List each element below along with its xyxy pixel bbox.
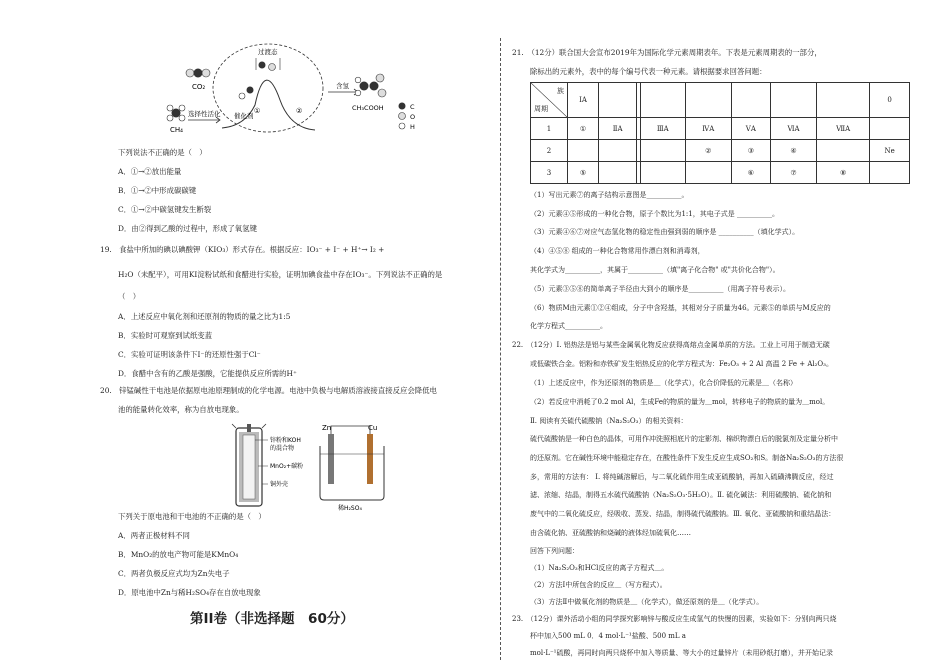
- table-cell: 2: [531, 140, 568, 162]
- q22-question-1: （1）Na₂S₂O₃和HCl反应的离子方程式＿。: [530, 564, 669, 572]
- table-cell: ⅥA: [770, 118, 816, 140]
- q22-question-3: （3）方法Ⅱ中做氧化剂的物质是＿（化学式），做还原剂的是＿（化学式）。: [530, 598, 764, 606]
- arrow-label: 含氢: [336, 82, 349, 90]
- koh-label: 锌粉和KOH: [270, 437, 301, 444]
- group-header: 0: [870, 83, 910, 118]
- table-cell: [599, 140, 637, 162]
- koh-label-2: 的混合物: [270, 445, 295, 452]
- battery-figure: [230, 420, 390, 512]
- q19-line3: （ ）: [118, 292, 141, 301]
- q22-reading-6: 由含硫化钠、亚硫酸钠和烧碱的液体经加硫氧化……: [530, 529, 691, 537]
- group-header: [817, 83, 870, 118]
- table-cell: ⅢA: [640, 118, 685, 140]
- header-group: 族: [557, 87, 564, 95]
- group-header: [731, 83, 770, 118]
- right-column: [500, 0, 950, 672]
- header-period: 周期: [534, 105, 548, 113]
- q19-option-b[interactable]: B．实验时可观察到试纸变蓝: [118, 331, 213, 340]
- section-title: 第II卷（非选择题 60分）: [190, 611, 354, 627]
- table-cell: ⅤA: [731, 118, 770, 140]
- q22-reading-3: 多，常用的方法有： Ⅰ. 将纯碱溶解后，与二氧化硫作用生成亚硫酸钠，再加入硫磺沸腾反应，经过: [530, 473, 834, 481]
- q21-part1: （1）写出元素⑦的离子结构示意图是__________。: [530, 191, 689, 199]
- q23-line2: 杯中加入500 mL 0．4 mol·L⁻¹盐酸、500 mL a: [530, 632, 686, 640]
- step2-label: ②: [296, 107, 303, 115]
- group-header: ⅠA: [568, 83, 599, 118]
- q20-line2: 池的能量转化效率，称为自放电现象。: [118, 405, 244, 414]
- table-cell: [640, 140, 685, 162]
- table-cell: [599, 162, 637, 184]
- group-header: [640, 83, 685, 118]
- q20-option-d[interactable]: D．原电池中Zn与稀H₂SO₄存在自放电现象: [118, 588, 261, 597]
- table-row: [531, 118, 910, 140]
- table-cell: ⅣA: [685, 118, 731, 140]
- table-cell: ⑧: [817, 162, 870, 184]
- table-row: [531, 162, 910, 184]
- cu-label: Cu: [368, 424, 378, 432]
- q22-reading-4: 滤、浓缩、结晶，制得五水硫代硫酸钠（Na₂S₂O₃·5H₂O）。Ⅱ. 硫化碱法：利用硫酸钠、硫化钠和: [530, 491, 832, 499]
- q22-question-2: （2）方法Ⅰ中所包含的反应＿（写方程式）。: [530, 581, 667, 589]
- group-header: [770, 83, 816, 118]
- q22-reading-5: 废气中的二氧化硫反应，经吸收、蒸发、结晶，制得硫代硫酸钠。Ⅲ. 氧化、亚硫酸钠和重结晶法：: [530, 510, 836, 518]
- q22-line1: 22. （12分）Ⅰ. 铝热法是铝与某些金属氧化物反应获得高熔点金属单质的方法。工业上可用于制造无碳: [512, 341, 830, 349]
- mno2-label: MnO₂+碳粉: [270, 463, 304, 470]
- table-cell: [640, 162, 685, 184]
- table-cell: [870, 118, 910, 140]
- table-cell: [870, 162, 910, 184]
- table-cell: [817, 140, 870, 162]
- q20-stem: 下列关于原电池和干电池的不正确的是（ ）: [118, 512, 266, 521]
- q21-part3: （3）元素④⑥⑦对应气态氢化物的稳定性由强到弱的顺序是 __________（填化学式）。: [530, 228, 800, 236]
- table-cell: Ne: [870, 140, 910, 162]
- q21-line1: 21. （12分）联合国大会宣布2019年为国际化学元素周期表年。下表是元素周期表的一部分，: [512, 48, 822, 57]
- table-cell: ②: [685, 140, 731, 162]
- legend-o: O: [410, 113, 416, 121]
- table-row: [531, 140, 910, 162]
- transition-state-label: 过渡态: [258, 48, 278, 56]
- q19-line2: H₂O（未配平），可用KI淀粉试纸和食醋进行实验，证明加碘食盐中存在IO₃⁻。下列说法不正确的是: [118, 270, 443, 279]
- zn-label: Zn: [322, 424, 332, 432]
- q22-line2: 或低碳铁合金。铝粉和赤铁矿发生铝热反应的化学方程式为：Fe₂O₃ + 2 Al 高温 2 Fe + Al₂O₃。: [530, 360, 833, 368]
- q19-option-a[interactable]: A．上述反应中氧化剂和还原剂的物质的量之比为1:5: [118, 312, 291, 321]
- group-header: [599, 83, 637, 118]
- q18-option-a[interactable]: A．①→②放出能量: [118, 167, 182, 176]
- q21-part4: （4）④⑤⑧ 组成的一种化合物常用作漂白剂和消毒剂，: [530, 247, 705, 255]
- q20-option-c[interactable]: C．两者负极反应式均为Zn失电子: [118, 569, 230, 578]
- q23-line1: 23. （12分）课外活动小组的同学探究影响锌与酸反应生成氢气的快慢的因素，实验如下：分别向两只烧: [512, 615, 837, 623]
- q21-line2: 除标出的元素外，表中的每个编号代表一种元素。请根据要求回答问题：: [530, 67, 767, 76]
- periodic-table: [530, 82, 910, 184]
- table-cell: ⑥: [731, 162, 770, 184]
- q20-option-b[interactable]: B．MnO₂的放电产物可能是KMnO₄: [118, 550, 239, 559]
- q18-option-b[interactable]: B．①→②中形成碳碳键: [118, 186, 197, 195]
- table-cell: ⅡA: [599, 118, 637, 140]
- q22-reading-2: 的还原剂。它在碱性环境中能稳定存在，在酸性条件下发生反应生成SO₂和S。制备Na₂S₂O₃的方法很: [530, 454, 844, 462]
- q22-part2: （2）若反应中消耗了0.2 mol Al，生成Fe的物质的量为＿mol，转移电子的物质的量为＿mol。: [530, 398, 830, 406]
- case-label: 铜外壳: [270, 481, 289, 488]
- reaction-mechanism-figure: [150, 40, 430, 140]
- q21-part5: （5）元素③⑤⑧的简单离子半径由大到小的顺序是__________（用离子符号表示）。: [530, 285, 790, 293]
- q18-option-d[interactable]: D．由②得到乙酸的过程中，形成了氧氢键: [118, 224, 257, 233]
- q21-part4b: 其化学式为__________，其属于__________（填"离子化合物" 或"共价化合物"）。: [530, 266, 780, 274]
- step1-label: ①: [254, 107, 261, 115]
- table-cell: ⅦA: [817, 118, 870, 140]
- q19-option-d[interactable]: D．食醋中含有的乙酸是强酸，它能提供反应所需的H⁺: [118, 369, 297, 378]
- q21-part6: （6）物质M由元素①②④组成，分子中含羟基，其相对分子质量为46。元素⑤的单质与M反应的: [530, 304, 831, 312]
- q19-option-c[interactable]: C．实验可证明该条件下I⁻的还原性强于Cl⁻: [118, 350, 261, 359]
- q21-part6b: 化学方程式__________。: [530, 322, 607, 330]
- catalyst-label: 催化剂: [234, 112, 254, 120]
- table-cell: ④: [770, 140, 816, 162]
- legend-h: H: [410, 123, 415, 131]
- product-label: CH₃COOH: [352, 104, 384, 112]
- table-cell: ⑤: [568, 162, 599, 184]
- ch4-label: CH₄: [170, 126, 183, 134]
- activation-label: 选择性活化: [188, 110, 221, 118]
- q22-ask: 回答下列问题：: [530, 547, 579, 555]
- q23-line3: mol·L⁻¹硫酸，再同时向两只烧杯中加入等质量、等大小的过量锌片（未用砂纸打磨），并开始记录: [530, 649, 833, 657]
- q18-option-c[interactable]: C．①→②中碳氢键发生断裂: [118, 205, 212, 214]
- q22-part1: （1）上述反应中，作为还原剂的物质是＿（化学式），化合价降低的元素是＿（名称）: [530, 379, 797, 387]
- q21-part2: （2）元素④⑤形成的一种化合物，原子个数比为1:1，其电子式是 __________。: [530, 210, 779, 218]
- co2-label: CO₂: [192, 83, 206, 91]
- q20-line1: 20. 锌锰碱性干电池是依据原电池原理制成的化学电源。电池中负极与电解质溶液接直接反应会降低电: [100, 386, 437, 395]
- table-cell: 1: [531, 118, 568, 140]
- q18-stem: 下列说法不正确的是（ ）: [118, 148, 207, 157]
- q22-reading-1: 硫代硫酸钠是一种白色的晶体，可用作冲洗照相底片的定影剂、棉织物漂白后的脱氯剂及定量分析中: [530, 435, 838, 443]
- acid-label: 稀H₂SO₄: [338, 505, 362, 512]
- table-cell: 3: [531, 162, 568, 184]
- table-cell: ⑦: [770, 162, 816, 184]
- q22-part3: Ⅱ. 阅读有关硫代硫酸钠（Na₂S₂O₃）的相关资料：: [530, 417, 688, 425]
- table-row: [531, 83, 910, 118]
- table-corner-cell: [531, 83, 568, 118]
- legend-c: C: [410, 103, 415, 111]
- table-cell: [685, 162, 731, 184]
- q20-option-a[interactable]: A．两者正极材料不同: [118, 531, 190, 540]
- group-header: [685, 83, 731, 118]
- q19-line1: 19. 食盐中所加的碘以碘酸钾（KIO₃）形式存在。根据反应：IO₃⁻ + I⁻ + H⁺→ I₂ +: [100, 245, 385, 254]
- table-cell: [568, 140, 599, 162]
- table-cell: ①: [568, 118, 599, 140]
- table-cell: ③: [731, 140, 770, 162]
